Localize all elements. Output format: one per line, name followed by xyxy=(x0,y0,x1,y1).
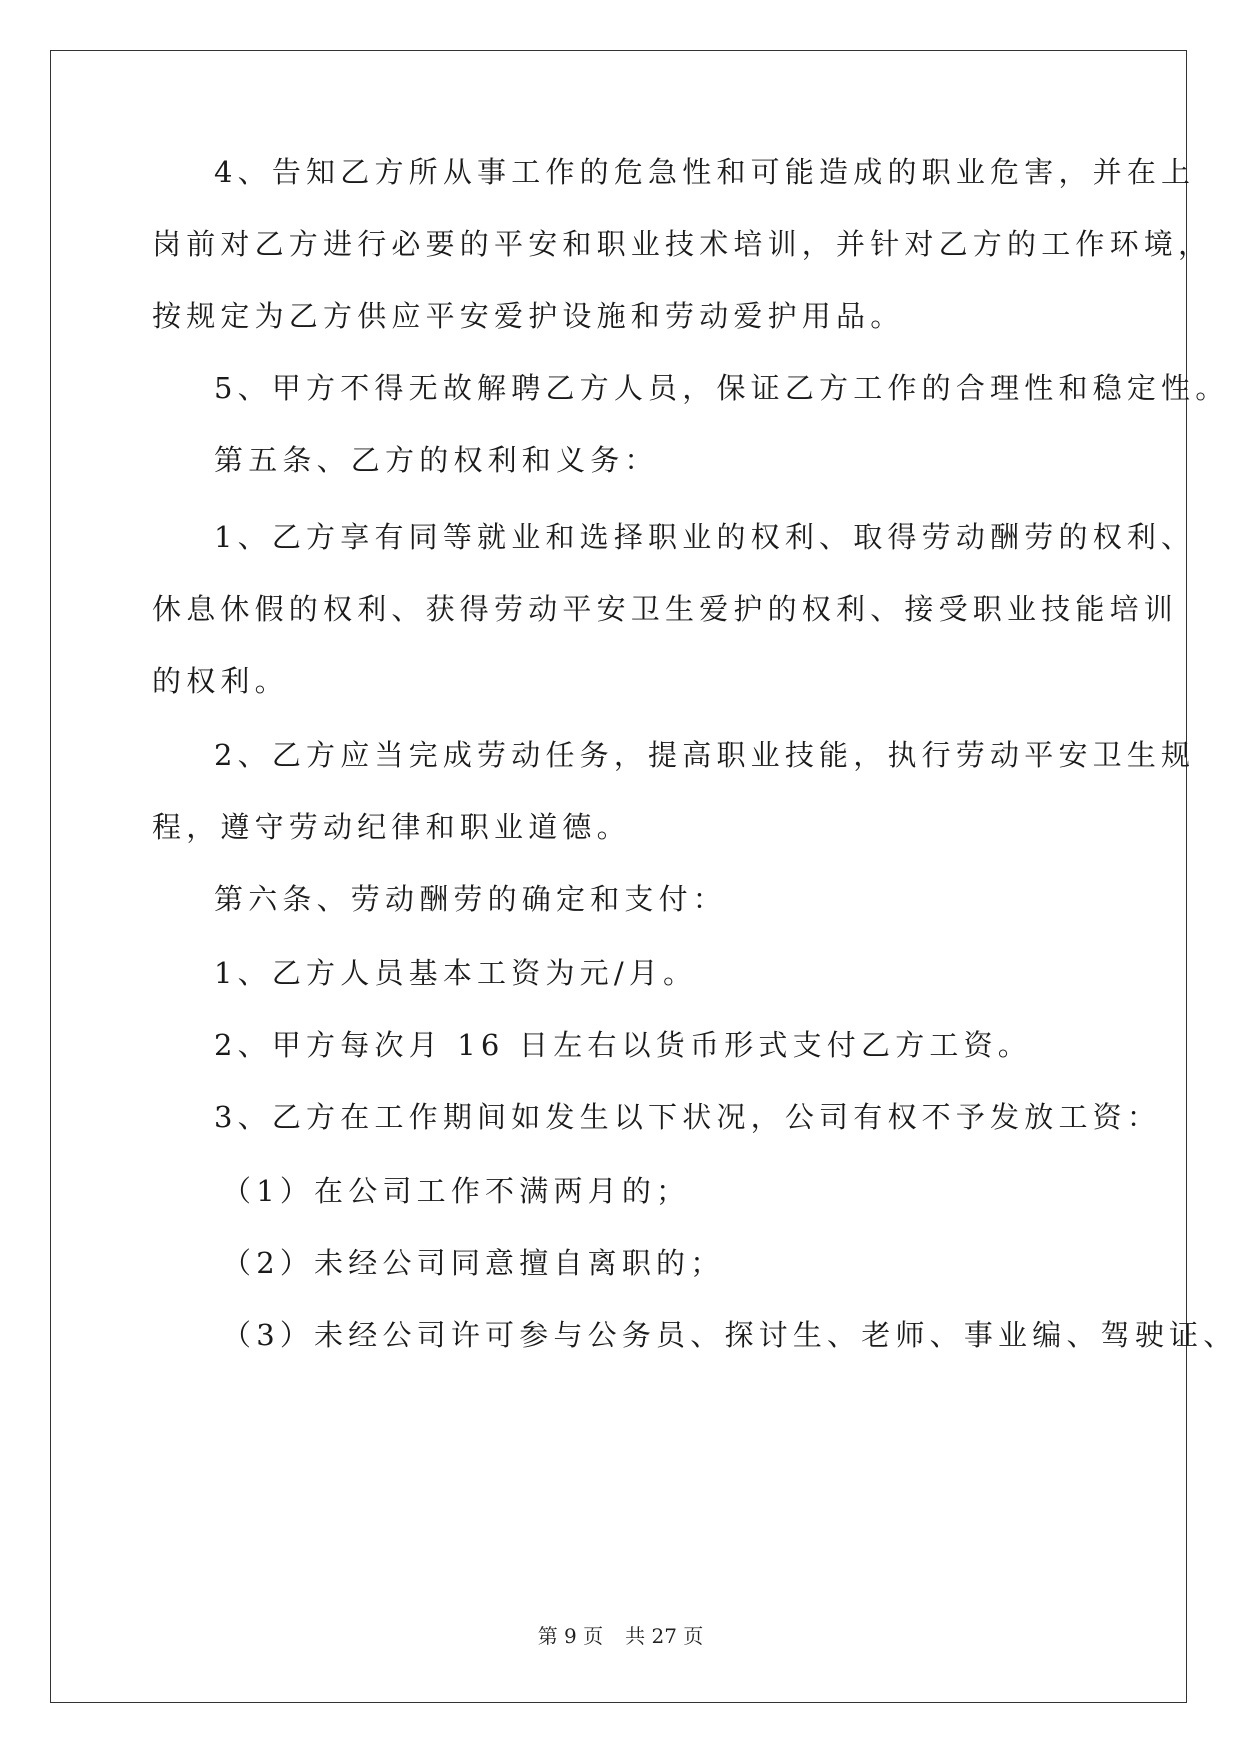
list-item: （2）未经公司同意擅自离职的； xyxy=(222,1246,725,1280)
paragraph-line: 4、告知乙方所从事工作的危急性和可能造成的职业危害，并在上 xyxy=(214,155,1196,189)
paragraph-line: 的权利。 xyxy=(152,664,289,698)
paragraph-line: 按规定为乙方供应平安爱护设施和劳动爱护用品。 xyxy=(152,299,905,333)
paragraph-line: 1、乙方人员基本工资为元/月。 xyxy=(214,956,698,990)
page-footer xyxy=(0,1620,1241,1649)
paragraph-line: 2、乙方应当完成劳动任务，提高职业技能，执行劳动平安卫生规 xyxy=(214,738,1196,772)
list-item: （3）未经公司许可参与公务员、探讨生、老师、事业编、驾驶证、 xyxy=(222,1318,1238,1352)
page-number: 第 9 页 xyxy=(537,1624,604,1648)
paragraph-line: 1、乙方享有同等就业和选择职业的权利、取得劳动酬劳的权利、 xyxy=(214,520,1196,554)
page-total: 共 27 页 xyxy=(625,1624,704,1648)
paragraph-line: 5、甲方不得无故解聘乙方人员，保证乙方工作的合理性和稳定性。 xyxy=(214,371,1230,405)
paragraph-line: 3、乙方在工作期间如发生以下状况，公司有权不予发放工资： xyxy=(214,1100,1162,1134)
paragraph-line: 休息休假的权利、获得劳动平安卫生爱护的权利、接受职业技能培训 xyxy=(152,592,1179,626)
paragraph-line: 程，遵守劳动纪律和职业道德。 xyxy=(152,810,631,844)
section-heading: 第五条、乙方的权利和义务： xyxy=(214,443,659,477)
list-item: （1）在公司工作不满两月的； xyxy=(222,1174,691,1208)
section-heading: 第六条、劳动酬劳的确定和支付： xyxy=(214,882,728,916)
paragraph-line: 岗前对乙方进行必要的平安和职业技术培训，并针对乙方的工作环境， xyxy=(152,227,1213,261)
paragraph-line: 2、甲方每次月 16 日左右以货币形式支付乙方工资。 xyxy=(214,1028,1032,1062)
